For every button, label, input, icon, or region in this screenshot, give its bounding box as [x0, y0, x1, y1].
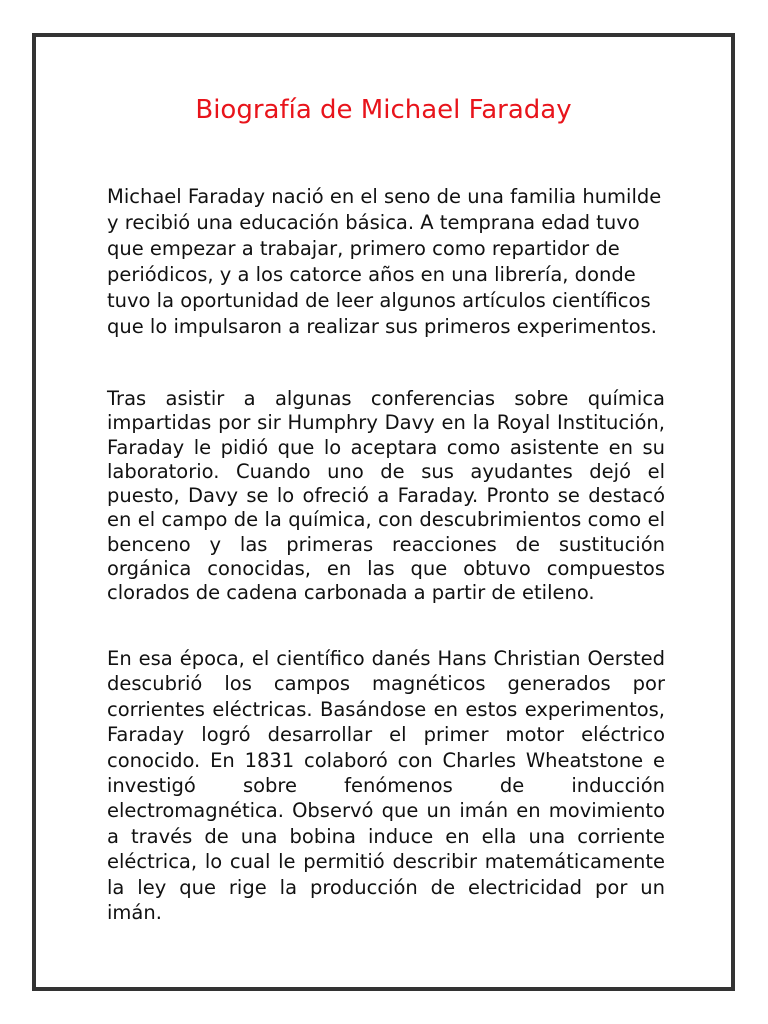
document-page	[32, 33, 735, 991]
paragraph-early-life: Michael Faraday nació en el seno de una familia humilde y recibió una educación básica. A temprana edad tuvo que empezar a trabajar, primero como repartidor de periódicos, y a los catorce años en una librería, donde tuvo la oportunidad de leer algunos artículos científicos que lo impulsaron a realizar sus primeros experimentos.	[107, 185, 662, 338]
document-title: Biografía de Michael Faraday	[195, 95, 572, 125]
paragraph-davy-laboratory: Tras asistir a algunas conferencias sobre química impartidas por sir Humphry Davy en la Royal Institución, Faraday le pidió que lo aceptara como asistente en su laboratorio. Cuando uno de sus ayudantes dejó el puesto, Davy se lo ofreció a Faraday. Pronto se destacó en el campo de la química, con descubrimientos como el benceno y las primeras reacciones de sustitución orgánica conocidas, en las que obtuvo compuestos clorados de cadena carbonada a partir de etileno.	[107, 387, 665, 605]
paragraph-electromagnetism: En esa época, el científico danés Hans Christian Oersted descubrió los campos magnéticos generados por corrientes eléctricas. Basándose en estos experimentos, Faraday logró desarrollar el primer motor eléctrico conocido. En 1831 colaboró con Charles Wheatstone e investigó sobre fenómenos de inducción electromagnética. Observó que un imán en movimiento a través de una bobina induce en ella una corriente eléctrica, lo cual le permitió describir matemáticamente la ley que rige la producción de electricidad por un imán.	[107, 647, 665, 925]
